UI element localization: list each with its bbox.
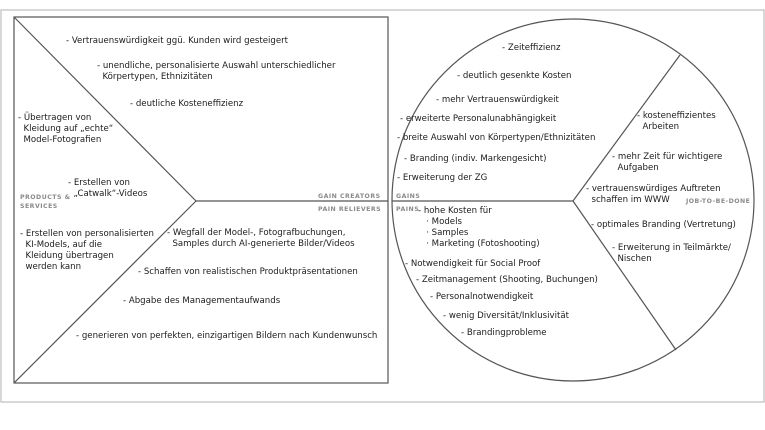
product-service-item: - Erstellen von „Catwalk“-Videos xyxy=(68,178,148,199)
product-service-item: - Erstellen von personalisierten KI-Models, auf die Kleidung übertragen werden kann xyxy=(20,229,154,272)
pain-reliever-item: - Wegfall der Model-, Fotografbuchungen, Samples durch AI-generierte Bilder/Videos xyxy=(167,228,355,249)
pain-item: - Personalnotwendigkeit xyxy=(430,292,534,302)
gain-creator-item: - Vertrauenswürdigkeit ggü. Kunden wird gesteigert xyxy=(66,36,289,46)
job-item: - vertrauenswürdiges Auftreten schaffen im WWW xyxy=(586,184,721,205)
gain-creator-item: - deutliche Kosteneffizienz xyxy=(130,99,244,109)
job-to-be-done-label: JOB-TO-BE-DONE xyxy=(686,198,751,205)
pain-item: - Zeitmanagement (Shooting, Buchungen) xyxy=(416,275,598,285)
pain-reliever-item: - generieren von perfekten, einzigartigen Bildern nach Kundenwunsch xyxy=(76,331,378,341)
product-service-item: - Übertragen von Kleidung auf „echte“ Model-Fotografien xyxy=(18,113,114,145)
gain-item: - mehr Vertrauenswürdigkeit xyxy=(436,95,559,105)
gain-item: - Zeiteffizienz xyxy=(502,43,561,53)
gain-item: - breite Auswahl von Körpertypen/Ethnizitäten xyxy=(397,133,596,143)
gain-creators-label: GAIN CREATORS xyxy=(318,193,381,200)
gain-item: - Branding (indiv. Markengesicht) xyxy=(404,154,547,164)
gain-item: - deutlich gesenkte Kosten xyxy=(457,71,572,81)
gain-creator-item: - unendliche, personalisierte Auswahl unterschiedlicher Körpertypen, Ethnizitäten xyxy=(97,61,336,82)
pain-item: - hohe Kosten für · Models · Samples · Marketing (Fotoshooting) xyxy=(418,206,540,249)
pain-relievers-label: PAIN RELIEVERS xyxy=(318,206,382,213)
job-item: - Erweiterung in Teilmärkte/ Nischen xyxy=(612,243,731,264)
pain-item: - Brandingprobleme xyxy=(461,328,547,338)
gain-item: - erweiterte Personalunabhängigkeit xyxy=(400,114,557,124)
pain-item: - Notwendigkeit für Social Proof xyxy=(405,259,541,269)
gain-item: - Erweiterung der ZG xyxy=(397,173,488,183)
pain-reliever-item: - Abgabe des Managementaufwands xyxy=(123,296,281,306)
pain-item: - wenig Diversität/Inklusivität xyxy=(443,311,569,321)
gains-label: GAINS xyxy=(396,193,421,200)
pain-reliever-item: - Schaffen von realistischen Produktpräsentationen xyxy=(138,267,358,277)
pains-label: PAINS xyxy=(396,206,420,213)
products-services-label: PRODUCTS & SERVICES xyxy=(20,194,71,210)
job-item: - mehr Zeit für wichtigere Aufgaben xyxy=(612,152,723,173)
job-item: - kosteneffizientes Arbeiten xyxy=(637,111,716,132)
job-item: - optimales Branding (Vertretung) xyxy=(591,220,736,230)
